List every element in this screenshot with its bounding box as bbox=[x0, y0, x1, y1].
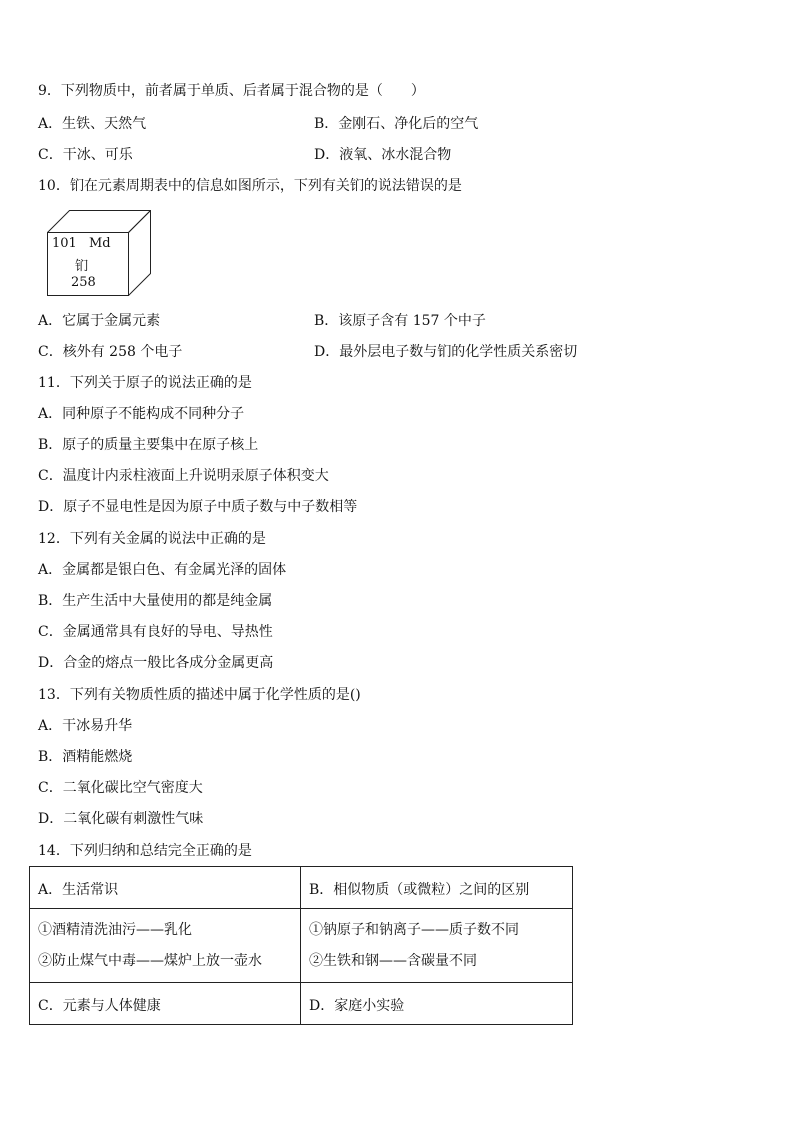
q12-option-d: D．合金的熔点一般比各成分金属更高 bbox=[38, 655, 274, 671]
q13-option-b: B．酒精能燃烧 bbox=[38, 749, 133, 765]
q10-option-b: B．该原子含有 157 个中子 bbox=[314, 313, 486, 329]
q11-option-b: B．原子的质量主要集中在原子核上 bbox=[38, 437, 259, 453]
q13-stem: 13．下列有关物质性质的描述中属于化学性质的是() bbox=[38, 687, 361, 703]
q14-summary-table bbox=[29, 866, 573, 1025]
q10-option-d: D．最外层电子数与钔的化学性质关系密切 bbox=[314, 344, 578, 360]
table-row bbox=[30, 867, 573, 909]
q13-option-c: C．二氧化碳比空气密度大 bbox=[38, 780, 203, 796]
table-cell-text: ①钠原子和钠离子——质子数不同 bbox=[309, 922, 519, 938]
element-symbol: Md bbox=[89, 236, 111, 251]
q12-option-a: A．金属都是银白色、有金属光泽的固体 bbox=[38, 562, 287, 578]
element-cell-figure bbox=[47, 210, 151, 296]
table-cell-a-head: A．生活常识 bbox=[30, 867, 301, 909]
table-cell-text: ②防止煤气中毒——煤炉上放一壶水 bbox=[38, 953, 262, 969]
table-cell-text: ②生铁和钢——含碳量不同 bbox=[309, 953, 477, 969]
q12-stem: 12．下列有关金属的说法中正确的是 bbox=[38, 531, 266, 547]
element-cube-drawing bbox=[47, 210, 151, 296]
q9-stem: 9．下列物质中，前者属于单质、后者属于混合物的是（ ） bbox=[38, 83, 425, 99]
q11-option-d: D．原子不显电性是因为原子中质子数与中子数相等 bbox=[38, 499, 358, 515]
q13-option-a: A．干冰易升华 bbox=[38, 718, 133, 734]
table-cell-c-head: C．元素与人体健康 bbox=[30, 983, 301, 1025]
q12-option-c: C．金属通常具有良好的导电、导热性 bbox=[38, 624, 273, 640]
q9-option-a: A．生铁、天然气 bbox=[38, 116, 147, 132]
table-row bbox=[30, 983, 573, 1025]
q10-option-c: C．核外有 258 个电子 bbox=[38, 344, 183, 360]
q9-option-c: C．干冰、可乐 bbox=[38, 147, 133, 163]
table-cell-b-head: B．相似物质（或微粒）之间的区别 bbox=[301, 867, 573, 909]
q9-option-d: D．液氧、冰水混合物 bbox=[314, 147, 452, 163]
q14-stem: 14．下列归纳和总结完全正确的是 bbox=[38, 843, 252, 859]
table-cell-text: ①酒精清洗油污——乳化 bbox=[38, 922, 192, 938]
q10-stem: 10．钔在元素周期表中的信息如图所示，下列有关钔的说法错误的是 bbox=[38, 178, 462, 194]
q11-option-c: C．温度计内汞柱液面上升说明汞原子体积变大 bbox=[38, 468, 329, 484]
q11-stem: 11．下列关于原子的说法正确的是 bbox=[38, 375, 252, 391]
table-cell-a-body bbox=[30, 909, 301, 983]
q11-option-a: A．同种原子不能构成不同种分子 bbox=[38, 406, 245, 422]
q13-option-d: D．二氧化碳有刺激性气味 bbox=[38, 811, 204, 827]
q9-option-b: B．金刚石、净化后的空气 bbox=[314, 116, 479, 132]
q12-option-b: B．生产生活中大量使用的都是纯金属 bbox=[38, 593, 273, 609]
q10-option-a: A．它属于金属元素 bbox=[38, 313, 161, 329]
element-name: 钔 bbox=[75, 259, 89, 274]
table-cell-d-head: D．家庭小实验 bbox=[301, 983, 573, 1025]
table-cell-b-body bbox=[301, 909, 573, 983]
element-atomic-number: 101 bbox=[52, 236, 77, 251]
table-row bbox=[30, 909, 573, 983]
element-atomic-mass: 258 bbox=[71, 275, 96, 290]
